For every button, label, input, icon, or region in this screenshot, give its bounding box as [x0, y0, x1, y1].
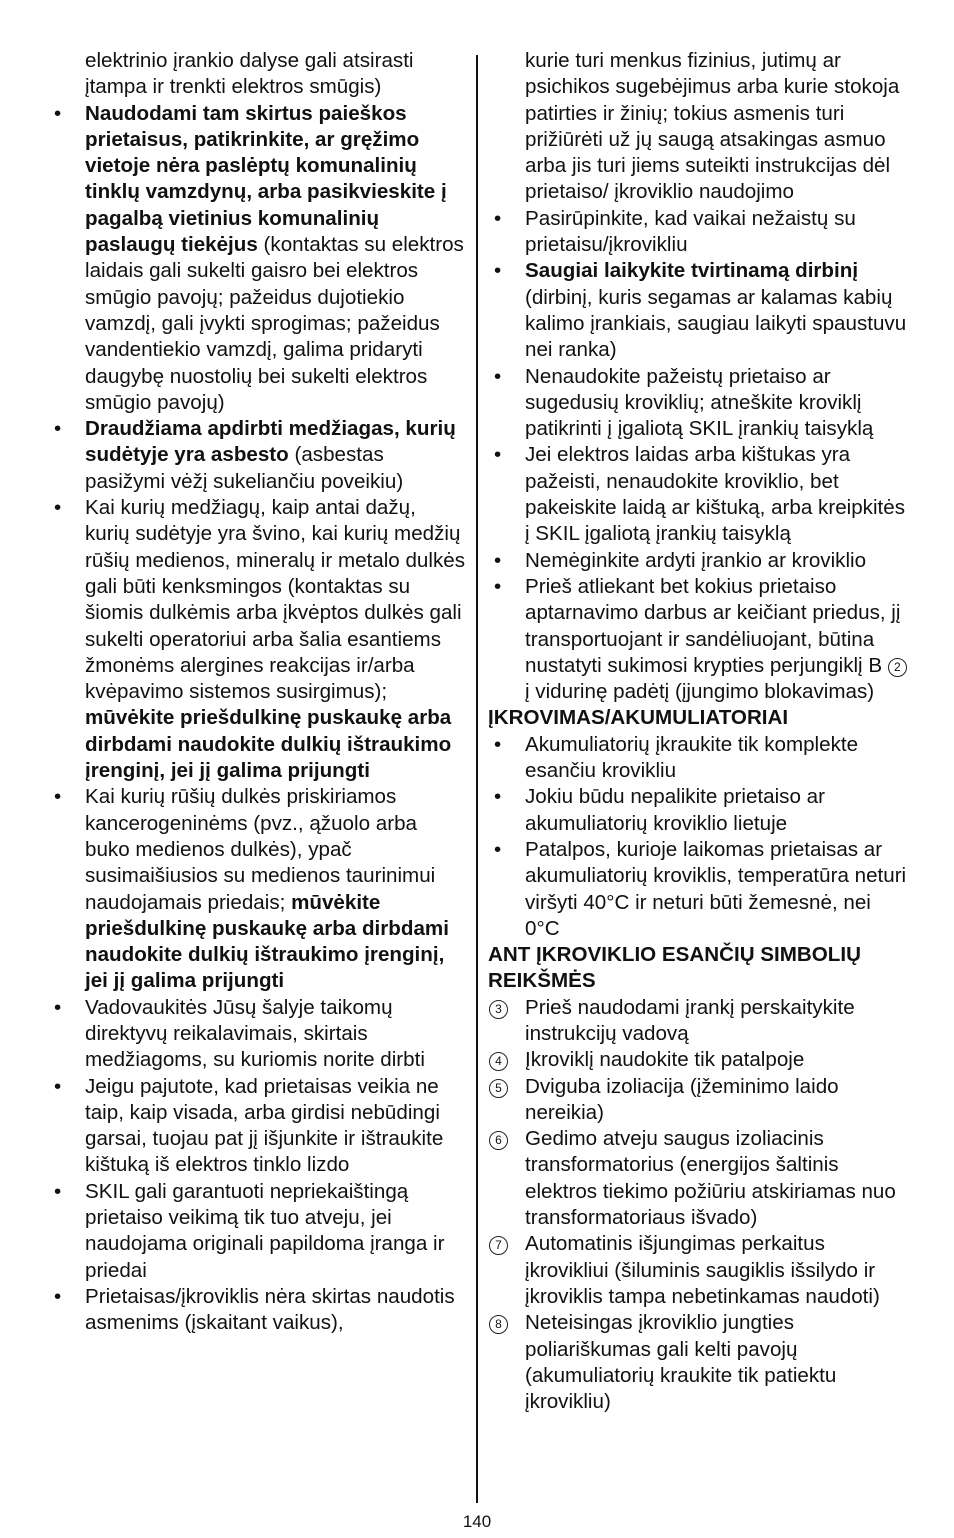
page-number: 140 — [462, 1512, 492, 1531]
intro-text: elektrinio įrankio dalyse gali atsirasti įtampa ir trenkti elektros smūgis) — [85, 49, 414, 99]
item-text: Prieš naudodami įrankį perskaitykite instrukcijų vadovą — [525, 995, 855, 1045]
item-text: Neteisingas įkroviklio jungties poliariškumas gali kelti pavojų (akumuliatorių kraukite tik patiektu įkrovikliu) — [525, 1311, 837, 1414]
item-text: Vadovaukitės Jūsų šalyje taikomų direktyvų reikalavimais, skirtais medžiagoms, su kuriomis norite dirbti — [85, 995, 425, 1072]
reference-number-icon: 4 — [489, 1052, 508, 1071]
item-text: Jei elektros laidas arba kištukas yra pažeisti, nenaudokite kroviklio, bet pakeiskite laidą ar kištuką, arba kreipkitės į SKIL įgaliotą įrankių taisyklą — [525, 443, 906, 546]
bullet: • — [54, 1179, 62, 1203]
reference-number-icon: 2 — [888, 658, 907, 677]
list-item — [488, 258, 908, 363]
list-item — [488, 548, 908, 574]
symbol-item — [488, 1310, 908, 1415]
bullet: • — [54, 995, 62, 1019]
bullet: • — [494, 364, 502, 388]
bullet: • — [54, 1284, 62, 1308]
warning-text: mūvėkite priešdulkinę puskaukę arba dirbdami naudokite dulkių ištraukimo įrenginį, jei jį galima prijungti — [85, 890, 449, 993]
symbol-item — [488, 1047, 908, 1073]
item-text: Prieš atliekant bet kokius prietaiso aptarnavimo darbus ar keičiant priedus, jį transportuojant ir sandėliuojant, būtina nustatyti sukimosi krypties perjungiklį B — [525, 574, 901, 677]
item-text: (kontaktas su elektros laidais gali sukelti gaisro bei elektros smūgio pavojų; pažeidus dujotiekio vamzdį, gali įvykti sprogimas; pažeidus vandentiekio vamzdį, galima pridaryti daugybę nuostolių bei sukelti elektros smūgio pavojų) — [85, 233, 464, 414]
item-text: Prietaisas/įkroviklis nėra skirtas naudotis asmenims (įskaitant vaikus), — [85, 1284, 455, 1335]
reference-number-icon: 7 — [489, 1236, 508, 1255]
item-text: Jeigu pajutote, kad prietaisas veikia ne taip, kaip visada, arba girdisi nebūdingi garsai, tuojau pat jį išjunkite ir ištraukite kištuką iš elektros tinklo lizdo — [85, 1074, 444, 1177]
bullet: • — [494, 548, 502, 572]
list-item — [488, 364, 908, 443]
warning-text: mūvėkite priešdulkinę puskaukę arba dirbdami naudokite dulkių ištraukimo įrenginį, jei jį galima prijungti — [85, 706, 452, 783]
item-text: Nenaudokite pažeistų prietaiso ar sugedusių kroviklių; atneškite kroviklį patikrinti į įgaliotą SKIL įrankių taisyklą — [525, 364, 874, 441]
symbol-item — [488, 1231, 908, 1310]
symbol-item — [488, 995, 908, 1048]
bullet: • — [494, 837, 502, 861]
item-text: Akumuliatorių įkraukite tik komplekte esančiu krovikliu — [525, 732, 859, 783]
bullet: • — [494, 206, 502, 230]
list-item — [48, 1074, 466, 1179]
item-text: Gedimo atveju saugus izoliacinis transformatorius (energijos šaltinis elektros tiekimo požiūriu atskiriamas nuo transformatoriaus išvado) — [525, 1127, 896, 1230]
reference-number-icon: 8 — [489, 1315, 508, 1334]
list-item — [488, 442, 908, 547]
bullet: • — [54, 417, 62, 441]
bullet: • — [494, 574, 502, 598]
section-heading-charging: ĮKROVIMAS/AKUMULIATORIAI — [488, 706, 789, 730]
list-item — [48, 101, 466, 417]
list-item — [488, 574, 908, 705]
bullet: • — [54, 1074, 62, 1098]
warning-text: Saugiai laikykite tvirtinamą dirbinį — [525, 259, 859, 283]
list-item — [488, 732, 908, 785]
list-item — [48, 784, 466, 994]
item-text: Pasirūpinkite, kad vaikai nežaistų su prietaisu/įkrovikliu — [525, 206, 856, 257]
section-heading-symbols: ANT ĮKROVIKLIO ESANČIŲ SIMBOLIŲ REIKŠMĖS — [488, 943, 861, 993]
item-text: Kai kurių medžiagų, kaip antai dažų, kurių sudėtyje yra švino, kai kurių medžių rūšių medienos, mineralų ir metalo dulkės gali būti kenksmingos (kontaktas su šiomis dulkėmis arba įkvėptos dulkės gali sukelti operatoriui arba šalia esantiems žmonėms alergines reakcijas ir/arba kvėpavimo sistemos susirgimus); — [85, 496, 466, 704]
reference-number-icon: 5 — [489, 1079, 508, 1098]
bullet: • — [494, 785, 502, 809]
bullet: • — [54, 101, 62, 125]
symbol-item — [488, 1126, 908, 1231]
warning-text: Draudžiama apdirbti medžiagas, kurių sudėtyje yra asbesto — [85, 417, 456, 467]
intro-text: kurie turi menkus fizinius, jutimų ar psichikos sugebėjimus arba kurie stokoja patirties ir žinių; tokius asmenis turi prižiūrėti už jų saugą atsakingas asmuo arba jis turi jiems suteikti instrukcijas dėl prietaiso/ įkroviklio naudojimo — [525, 49, 900, 204]
item-text: Nemėginkite ardyti įrankio ar kroviklio — [525, 548, 867, 572]
list-item — [488, 206, 908, 259]
item-text: (dirbinį, kuris segamas ar kalamas kabių kalimo įrankiais, saugiau laikyti spaustuvu nei ranka) — [525, 285, 907, 362]
item-text: (asbestas pasižymi vėžį sukeliančiu poveikiu) — [85, 443, 404, 493]
bullet: • — [54, 785, 62, 809]
item-text: Kai kurių rūšių dulkės priskiriamos kancerogeninėms (pvz., ąžuolo arba buko medienos dulkės), ypač susimaišiusios su medienos taurinimui naudojamais priedais; — [85, 785, 436, 914]
list-item — [48, 416, 466, 495]
item-text: Dviguba izoliacija (įžeminimo laido nereikia) — [525, 1074, 839, 1124]
item-text: į vidurinę padėtį (įjungimo blokavimas) — [525, 680, 875, 704]
bullet: • — [54, 496, 62, 520]
item-text: Automatinis išjungimas perkaitus įkrovikliui (šiluminis saugiklis išsilydo ir įkroviklis tampa nebetinkamas naudoti) — [525, 1232, 880, 1308]
warning-text: Naudodami tam skirtus paieškos prietaisus, patikrinkite, ar gręžimo vietoje nėra paslėptų komunalinių tinklų vamzdynų, arba pasikvieskite į pagalbą vietinius komunalinių paslaugų tiekėjus — [85, 101, 447, 257]
list-item — [48, 1179, 466, 1284]
reference-number-icon: 3 — [489, 1000, 508, 1019]
bullet: • — [494, 259, 502, 283]
list-item — [488, 784, 908, 837]
symbol-item — [488, 1074, 908, 1127]
item-text: Patalpos, kurioje laikomas prietaisas ar akumuliatorių kroviklis, temperatūra neturi viršyti 40°C ir neturi būti žemesnė, nei 0°C — [525, 837, 907, 940]
list-item — [488, 837, 908, 942]
item-text: SKIL gali garantuoti nepriekaištingą prietaiso veikimą tik tuo atveju, jei naudojama originali papildoma įranga ir priedai — [85, 1179, 445, 1282]
left-column — [48, 48, 466, 1337]
item-text: Įkroviklį naudokite tik patalpoje — [525, 1048, 805, 1072]
list-item — [48, 1284, 466, 1337]
bullet: • — [494, 732, 502, 756]
column-divider — [476, 55, 478, 1503]
reference-number-icon: 6 — [489, 1131, 508, 1150]
right-column — [488, 48, 908, 1415]
list-item — [48, 995, 466, 1074]
list-item — [48, 495, 466, 784]
item-text: Jokiu būdu nepalikite prietaiso ar akumuliatorių kroviklio lietuje — [525, 785, 825, 835]
bullet: • — [494, 443, 502, 467]
